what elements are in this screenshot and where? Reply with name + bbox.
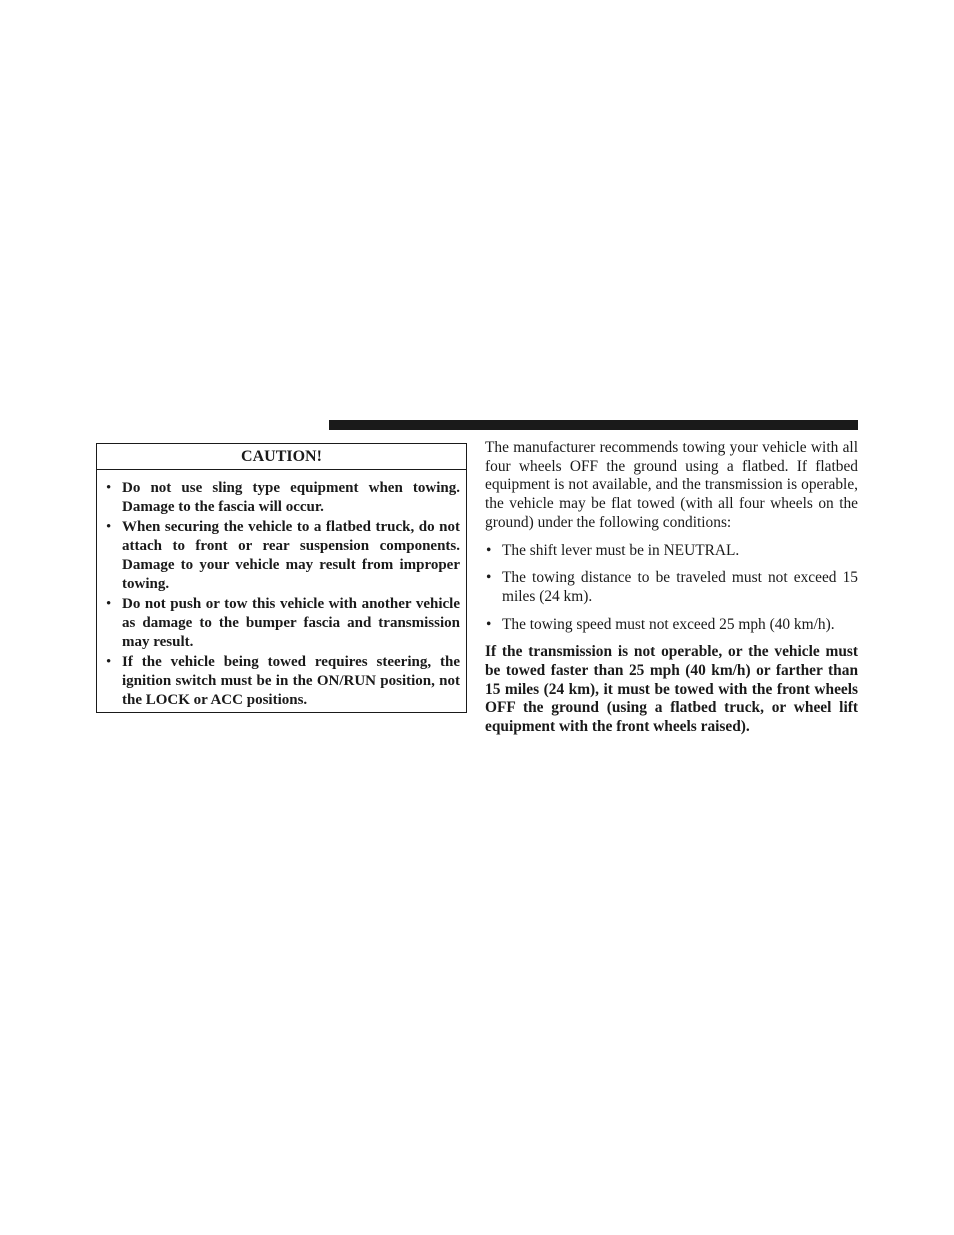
caution-list	[97, 470, 466, 709]
body-column	[485, 439, 858, 737]
caution-item-text: Do not push or tow this vehicle with another vehicle as damage to the bumper fascia and transmission may result.	[122, 596, 460, 650]
conditions-list	[485, 542, 858, 635]
caution-item-text: When securing the vehicle to a flatbed truck, do not attach to front or rear suspension components. Damage to your vehicle may result from improper towing.	[122, 519, 460, 592]
bullet-icon: •	[106, 654, 112, 671]
bullet-icon: •	[106, 480, 112, 496]
bullet-icon: •	[106, 596, 112, 613]
condition-text: The towing distance to be traveled must not exceed 15 miles (24 km).	[502, 569, 858, 605]
caution-box	[96, 443, 467, 713]
caution-title: CAUTION!	[97, 444, 466, 470]
caution-item	[103, 653, 460, 709]
caution-item	[103, 595, 460, 651]
bullet-icon: •	[106, 519, 112, 536]
bullet-icon: •	[486, 541, 492, 559]
bullet-icon: •	[486, 615, 492, 633]
section-header-bar	[329, 420, 858, 430]
caution-item	[103, 479, 460, 516]
caution-item-text: Do not use sling type equipment when towing. Damage to the fascia will occur.	[122, 480, 460, 515]
condition-item	[485, 542, 858, 561]
condition-item	[485, 616, 858, 635]
warning-paragraph: If the transmission is not operable, or the vehicle must be towed faster than 25 mph (40 km/h) or farther than 15 miles (24 km), it must be towed with the front wheels OFF the ground (using a flatbed truck, or wheel lift equipment with the front wheels raised).	[485, 643, 858, 736]
condition-item	[485, 569, 858, 606]
caution-item	[103, 518, 460, 593]
condition-text: The shift lever must be in NEUTRAL.	[502, 541, 740, 559]
bullet-icon: •	[486, 569, 492, 587]
caution-item-text: If the vehicle being towed requires steering, the ignition switch must be in the ON/RUN position, not the LOCK or ACC positions.	[122, 654, 460, 708]
condition-text: The towing speed must not exceed 25 mph (40 km/h).	[502, 615, 835, 633]
intro-paragraph: The manufacturer recommends towing your vehicle with all four wheels OFF the ground using a flatbed. If flatbed equipment is not available, and the transmission is operable, the vehicle may be flat towed (with all four wheels on the ground) under the following conditions:	[485, 439, 858, 531]
